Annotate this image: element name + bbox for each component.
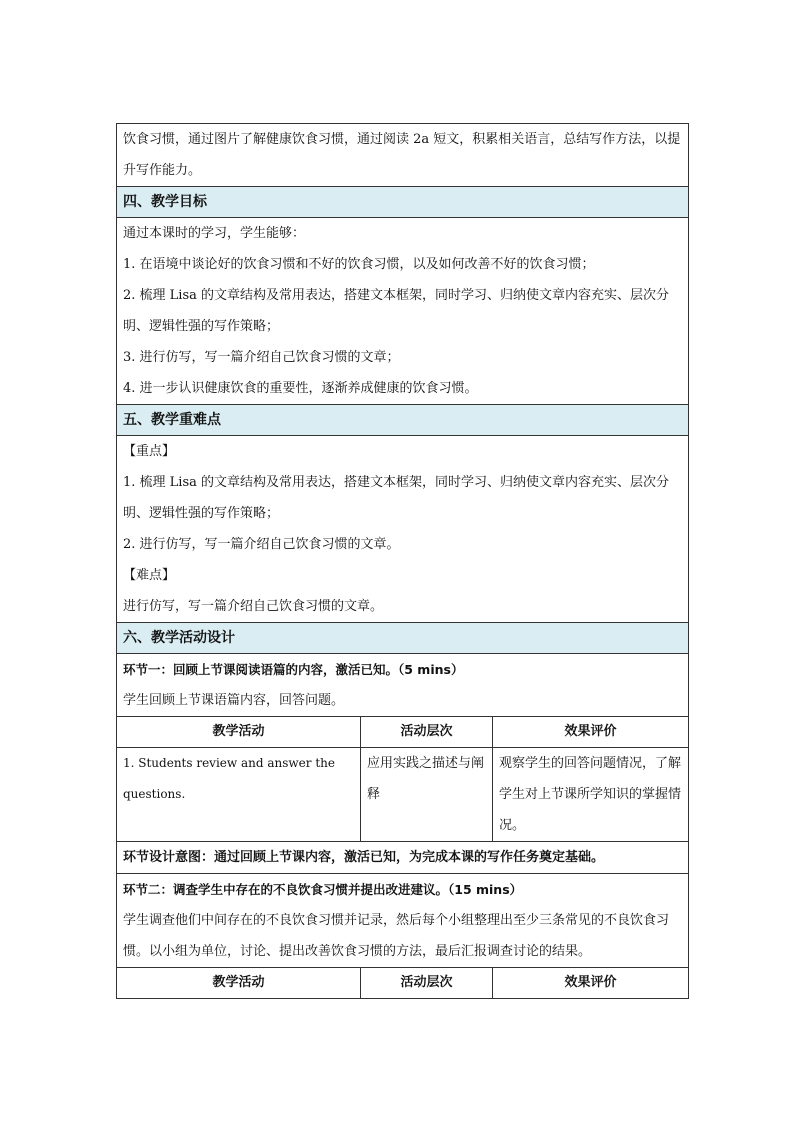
objective-item: 1. 在语境中谈论好的饮食习惯和不好的饮食习惯，以及如何改善不好的饮食习惯； — [123, 257, 595, 272]
column-header-activity: 教学活动 — [117, 968, 361, 999]
section-5-heading: 五、教学重难点 — [117, 405, 689, 436]
objective-item: 2. 梳理 Lisa 的文章结构及常用表达，搭建文本框架，同时学习、归纳使文章内容充实、层次分明、逻辑性强的写作策略； — [123, 288, 670, 334]
teaching-objectives-cell — [117, 218, 689, 405]
objective-item: 3. 进行仿写，写一篇介绍自己饮食习惯的文章； — [123, 350, 400, 365]
step-1-description: 学生回顾上节课语篇内容，回答问题。 — [123, 693, 345, 708]
column-header-evaluation: 效果评价 — [493, 717, 689, 748]
section-6-heading: 六、教学活动设计 — [117, 623, 689, 654]
objectives-lead: 通过本课时的学习，学生能够： — [123, 226, 306, 241]
step-1-title: 环节一：回顾上节课阅读语篇的内容，激活已知。（5 mins） — [123, 662, 464, 677]
column-header-activity: 教学活动 — [117, 717, 361, 748]
evaluation-cell: 观察学生的回答问题情况，了解学生对上节课所学知识的掌握情况。 — [493, 748, 689, 842]
key-points-label: 【重点】 — [123, 444, 176, 459]
step-1-cell — [117, 654, 689, 717]
step-2-title: 环节二：调查学生中存在的不良饮食习惯并提出改进建议。（15 mins） — [123, 882, 523, 897]
key-point-item: 2. 进行仿写，写一篇介绍自己饮食习惯的文章。 — [123, 537, 400, 552]
objective-item: 4. 进一步认识健康饮食的重要性，逐渐养成健康的饮食习惯。 — [123, 381, 478, 396]
table-row — [117, 748, 689, 842]
column-header-level: 活动层次 — [361, 717, 493, 748]
intro-text: 饮食习惯，通过图片了解健康饮食习惯，通过阅读 2a 短文，积累相关语言，总结写作方法，以提升写作能力。 — [123, 132, 681, 178]
lesson-plan-table — [116, 123, 689, 999]
step-1-design-intent: 环节设计意图：通过回顾上节课内容，激活已知，为完成本课的写作任务奠定基础。 — [117, 842, 689, 874]
column-header-level: 活动层次 — [361, 968, 493, 999]
key-difficult-points-cell — [117, 436, 689, 623]
level-cell: 应用实践之描述与阐释 — [361, 748, 493, 842]
activity-cell: 1. Students review and answer the questions. — [117, 748, 361, 842]
column-header-evaluation: 效果评价 — [493, 968, 689, 999]
key-point-item: 1. 梳理 Lisa 的文章结构及常用表达，搭建文本框架，同时学习、归纳使文章内容充实、层次分明、逻辑性强的写作策略； — [123, 475, 670, 521]
intro-cell — [117, 124, 689, 187]
difficult-point-text: 进行仿写，写一篇介绍自己饮食习惯的文章。 — [123, 599, 384, 614]
step-2-cell — [117, 874, 689, 968]
section-4-heading: 四、教学目标 — [117, 187, 689, 218]
difficult-points-label: 【难点】 — [123, 568, 176, 583]
step-2-description: 学生调查他们中间存在的不良饮食习惯并记录，然后每个小组整理出至少三条常见的不良饮食习惯。以小组为单位，讨论、提出改善饮食习惯的方法，最后汇报调查讨论的结果。 — [123, 913, 670, 959]
